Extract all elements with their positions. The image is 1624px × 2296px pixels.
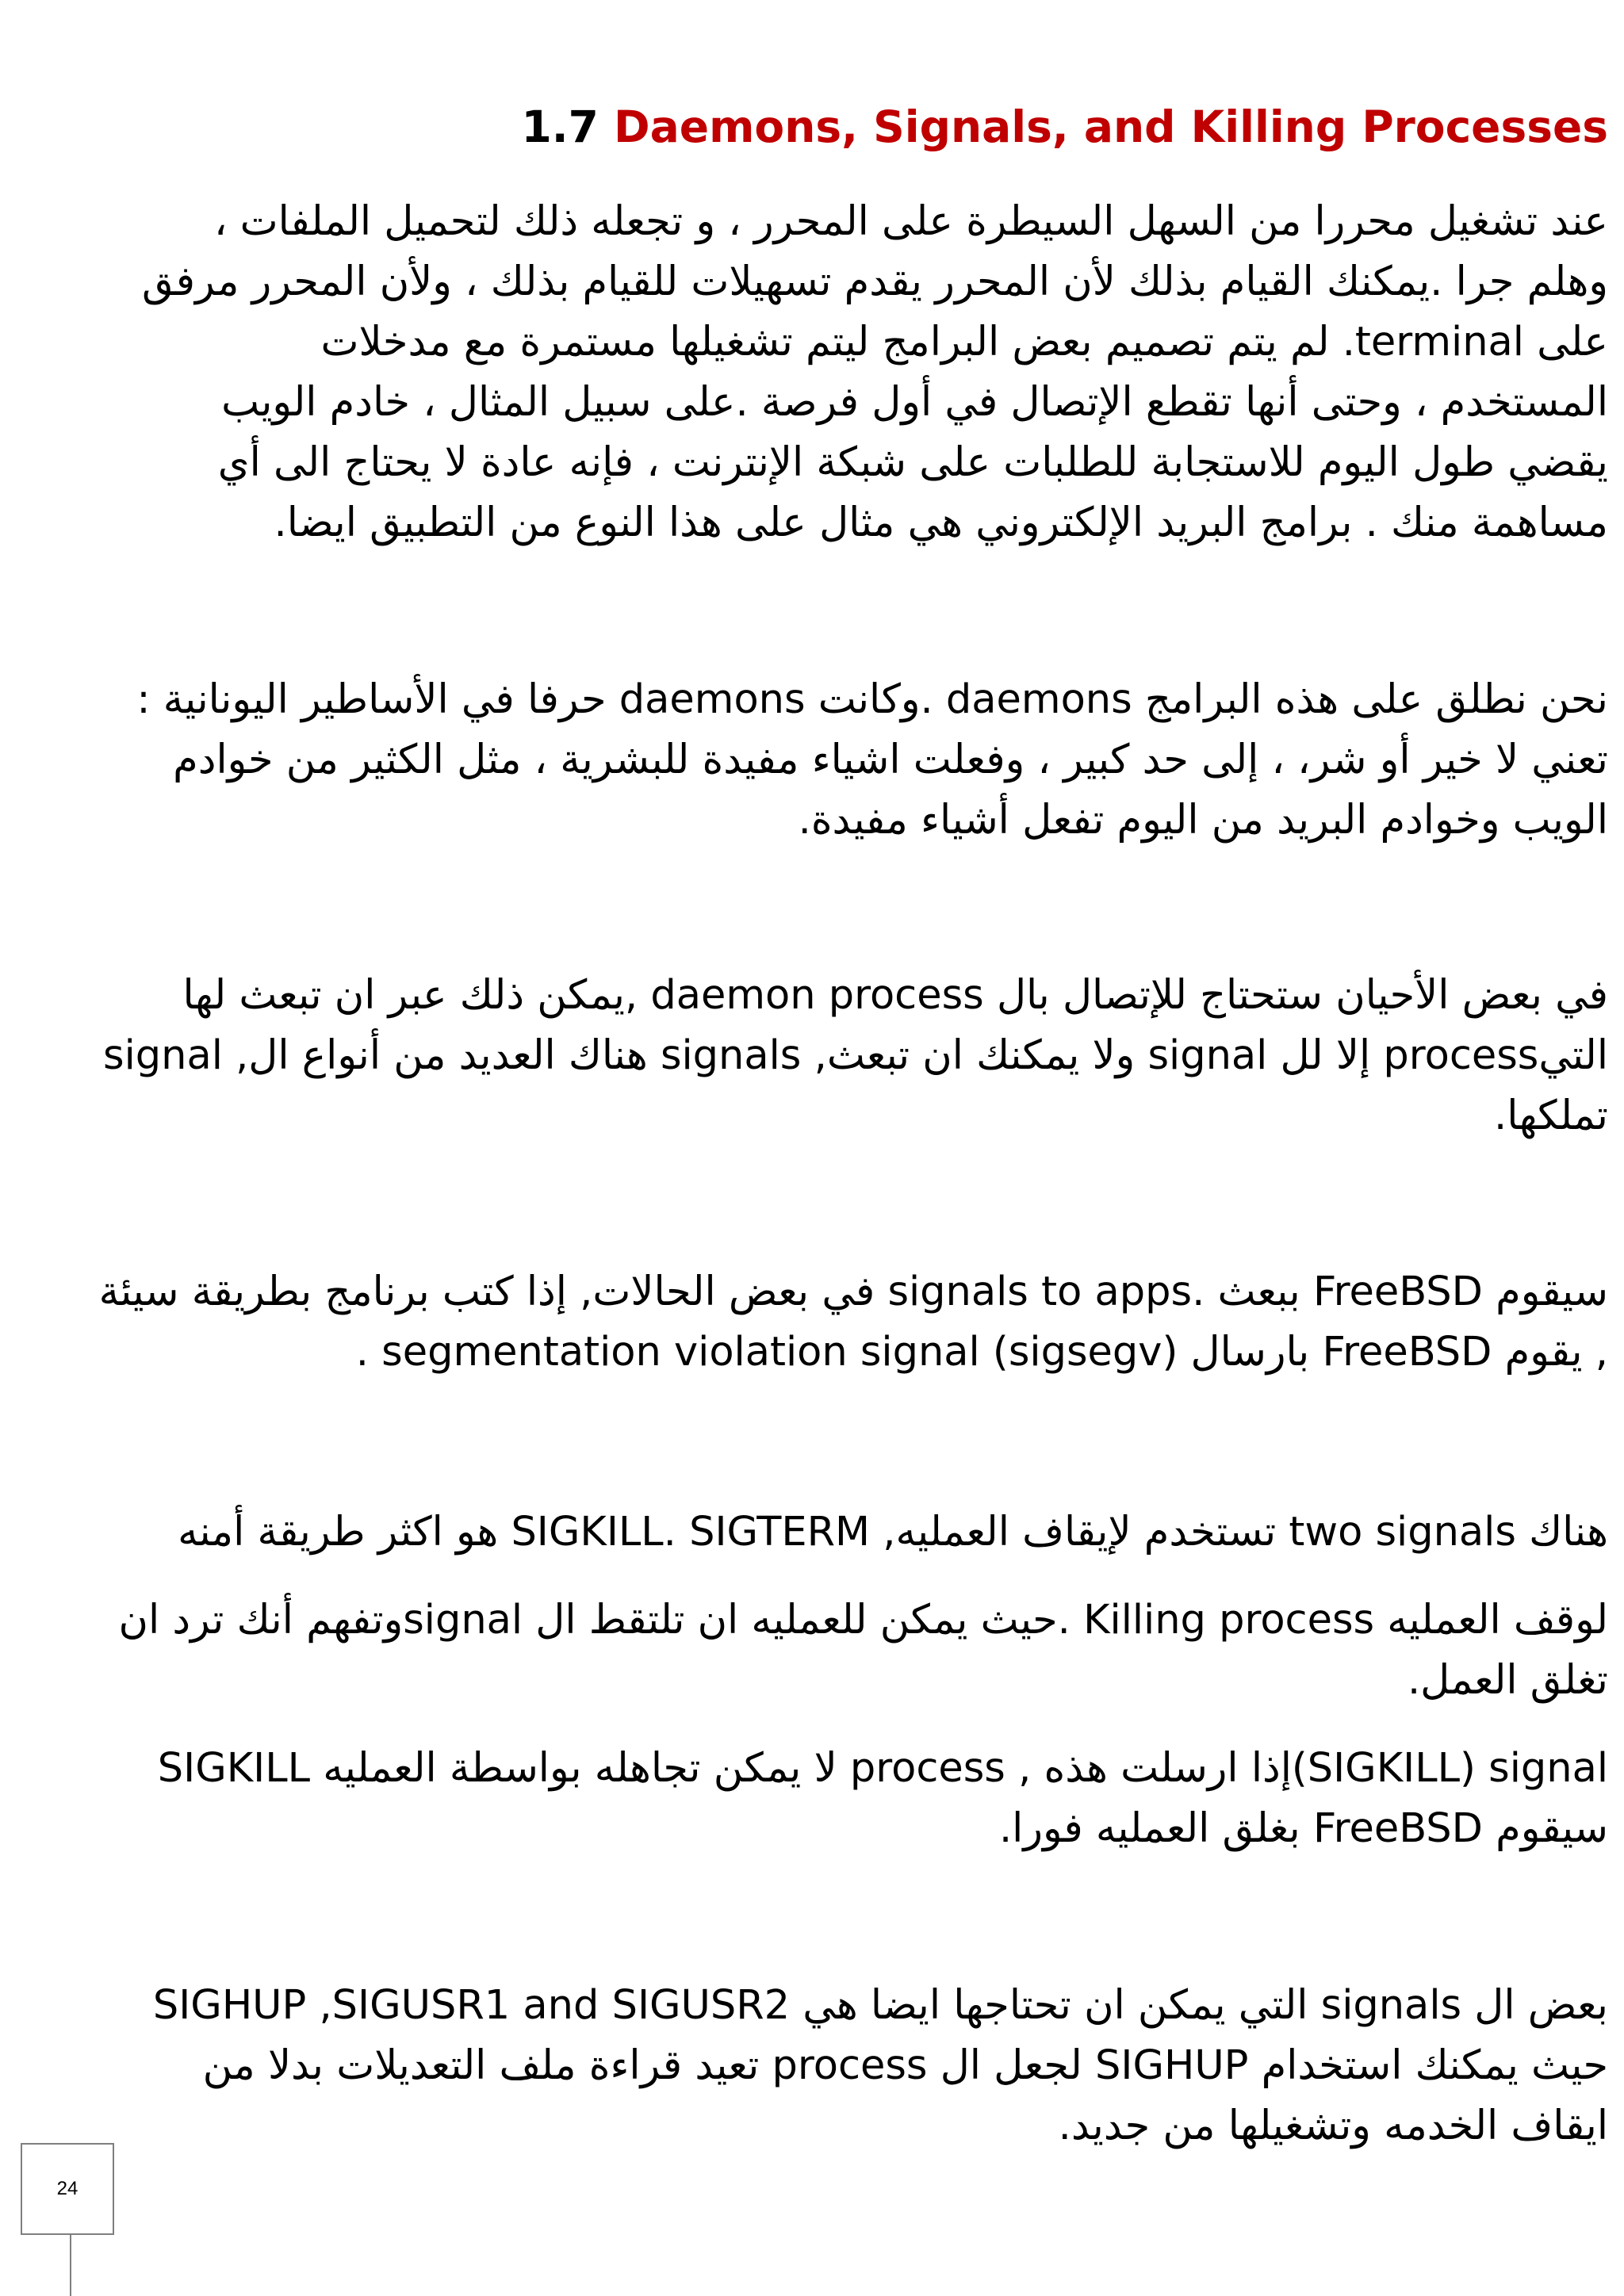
text-line: signal ,هناك العديد من أنواع ال signals ,ولا يمكنك ان تبعث signal إلا لل processالتي xyxy=(103,1032,1608,1079)
page-number-connector xyxy=(70,2235,71,2296)
paragraph-daemons xyxy=(30,670,1608,851)
text-line: في بعض الأحيان ستحتاج للإتصال بال daemon process ,يمكن ذلك عبر ان تبعث لها xyxy=(182,972,1608,1019)
text-line: مساهمة منك . برامج البريد الإلكتروني هي مثال على هذا النوع من التطبيق ايضا. xyxy=(274,499,1608,546)
page-number: 24 xyxy=(56,2178,79,2199)
paragraph-killing-process xyxy=(30,1590,1608,1711)
text-line: نحن نطلق على هذه البرامج daemons .وكانت daemons حرفا في الأساطير اليونانية : xyxy=(136,676,1608,723)
section-title: Daemons, Signals, and Killing Processes xyxy=(614,101,1608,152)
text-line: تغلق العمل. xyxy=(1407,1657,1608,1704)
paragraph-freebsd xyxy=(30,1262,1608,1383)
section-heading xyxy=(102,97,1608,157)
text-line: على terminal. لم يتم تصميم بعض البرامج ليتم تشغيلها مستمرة مع مدخلات xyxy=(320,319,1608,365)
paragraph-intro xyxy=(30,192,1608,553)
text-line: يقضي طول اليوم للاستجابة للطلبات على شبكة الإنترنت ، فإنه عادة لا يحتاج الى أي xyxy=(217,439,1608,486)
paragraph-sigkill xyxy=(30,1739,1608,1859)
text-line: هناك two signals تستخدم لإيقاف العمليه, SIGKILL. SIGTERM هو اكثر طريقة أمنه xyxy=(178,1509,1608,1556)
text-line: الويب وخوادم البريد من اليوم تفعل أشياء مفيدة. xyxy=(798,797,1608,844)
text-line: بعض ال signals التي يمكن ان تحتاجها ايضا هي SIGHUP ,SIGUSR1 and SIGUSR2 xyxy=(152,1982,1608,2029)
paragraph-two-signals xyxy=(30,1502,1608,1563)
section-number: 1.7 xyxy=(521,101,599,152)
text-line: وهلم جرا .يمكنك القيام بذلك لأن المحرر يقدم تسهيلات للقيام بذلك ، ولأن المحرر مرفق xyxy=(142,258,1608,305)
text-line: حيث يمكنك استخدام SIGHUP لجعل ال process تعيد قراءة ملف التعديلات بدلا من xyxy=(202,2042,1608,2089)
paragraph-sighup xyxy=(30,1976,1608,2156)
text-line: تعني لا خير أو شر، ، إلى حد كبير ، وفعلت اشياء مفيدة للبشرية ، مثل الكثير من خوادم xyxy=(173,737,1608,783)
text-line: عند تشغيل محررا من السهل السيطرة على المحرر ، و تجعله ذلك لتحميل الملفات ، xyxy=(213,198,1608,245)
text-line: , يقوم FreeBSD بارسال segmentation violation signal (sigsegv) . xyxy=(355,1329,1608,1376)
text-line: SIGKILL لا يمكن تجاهله بواسطة العمليه process , إذا ارسلت هذه(SIGKILL) signal xyxy=(157,1745,1608,1792)
text-line: ايقاف الخدمه وتشغيلها من جديد. xyxy=(1058,2103,1608,2149)
text-line: المستخدم ، وحتى أنها تقطع الإتصال في أول فرصة .على سبيل المثال ، خادم الويب xyxy=(221,379,1608,426)
text-line: لوقف العمليه Killing process .حيث يمكن للعمليه ان تلتقط ال signalوتفهم أنك ترد ان xyxy=(118,1597,1608,1644)
page-number-box xyxy=(21,2143,114,2235)
text-line: تملكها. xyxy=(1494,1093,1608,1139)
text-line: سيقوم FreeBSD ببعث .signals to apps في بعض الحالات, إذا كتب برنامج بطريقة سيئة xyxy=(98,1269,1608,1315)
text-line: سيقوم FreeBSD بغلق العمليه فورا. xyxy=(998,1805,1608,1852)
paragraph-signals xyxy=(30,966,1608,1146)
